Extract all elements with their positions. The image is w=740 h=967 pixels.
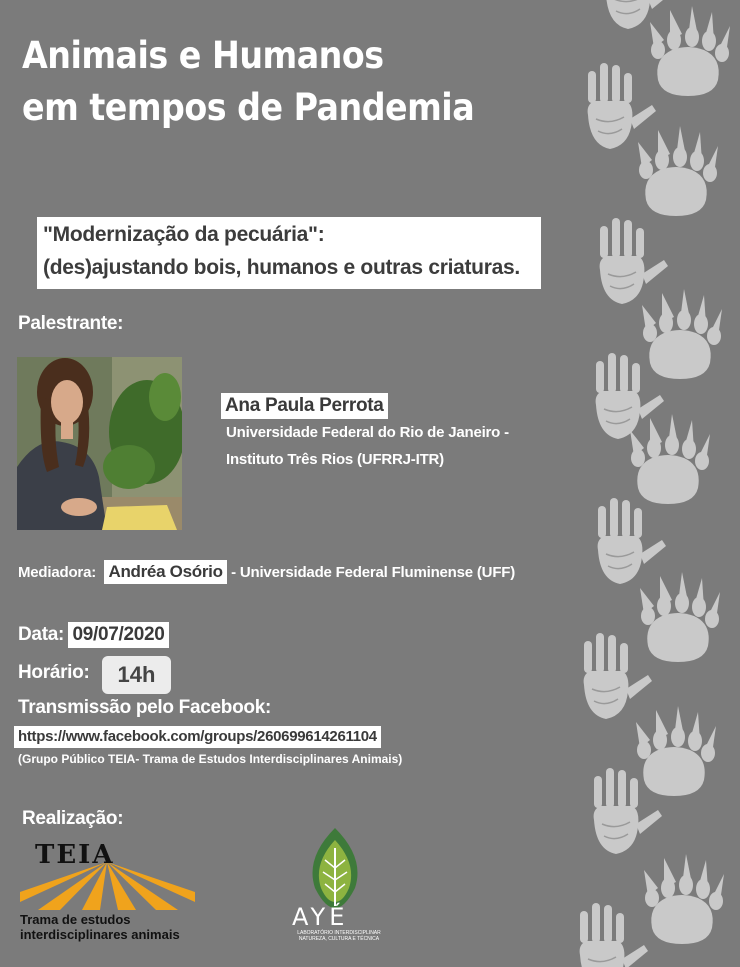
aye-logo-text: AYÉ [292,903,349,931]
title-line-1: Animais e Humanos [22,34,384,77]
speaker-affiliation-line-1: Universidade Federal do Rio de Janeiro - [226,424,509,441]
stream-label: Transmissão pelo Facebook: [18,697,272,718]
hand-print-icon [606,0,674,29]
organizers-heading: Realização: [22,808,124,829]
teia-subtitle-line-1: Trama de estudos [20,912,131,927]
talk-title-line-1: "Modernização da pecuária": [43,223,325,246]
teia-subtitle-line-2: interdisciplinares animais [20,927,180,942]
speaker-photo [17,357,182,530]
hand-print-icon [600,218,668,304]
date-label: Data: [18,624,65,645]
bear-paw-print-icon [638,126,718,216]
talk-title-box [37,217,541,289]
mediator-label: Mediadora: [18,564,97,581]
group-note: (Grupo Público TEIA- Trama de Estudos Interdisciplinares Animais) [18,752,403,766]
mediator-name: Andréa Osório [104,560,226,584]
bear-paw-print-icon [644,854,724,944]
aye-subtitle-line-2: NATUREZA, CULTURA E TÉCNICA [298,936,380,942]
date-row [18,622,169,648]
hand-print-icon [598,498,666,584]
bear-paw-print-icon [630,414,710,504]
facebook-group-link[interactable]: https://www.facebook.com/groups/260699614261104 [14,726,381,748]
time-label: Horário: [18,662,90,683]
aye-leaf-logo [305,828,365,913]
aye-subtitle [284,930,394,942]
speaker-heading: Palestrante: [18,313,124,334]
event-title [22,30,542,134]
bear-paw-print-icon [642,289,722,379]
time-badge: 14h [102,656,171,694]
speaker-affiliation-line-2: Instituto Três Rios (UFRRJ-ITR) [226,451,444,468]
aye-subtitle-line-1: LABORATÓRIO INTERDISCIPLINAR [297,930,381,936]
teia-logo: TEIA [35,840,115,870]
bear-paw-print-icon [650,6,730,96]
bear-paw-print-icon [640,572,720,662]
speaker-name: Ana Paula Perrota [221,393,388,419]
bear-paw-print-icon [636,706,716,796]
date-value: 09/07/2020 [68,622,168,648]
hand-print-icon [584,633,652,719]
teia-subtitle [20,912,180,942]
print-trail [560,0,740,967]
mediator-affiliation: - Universidade Federal Fluminense (UFF) [231,564,516,581]
talk-title-line-2: (des)ajustando bois, humanos e outras criaturas. [43,256,520,279]
hand-print-icon [580,903,648,967]
title-line-2: em tempos de Pandemia [22,86,475,129]
speaker-photo-illustration [17,357,182,530]
hand-print-icon [588,63,656,149]
mediator-row [18,560,515,584]
